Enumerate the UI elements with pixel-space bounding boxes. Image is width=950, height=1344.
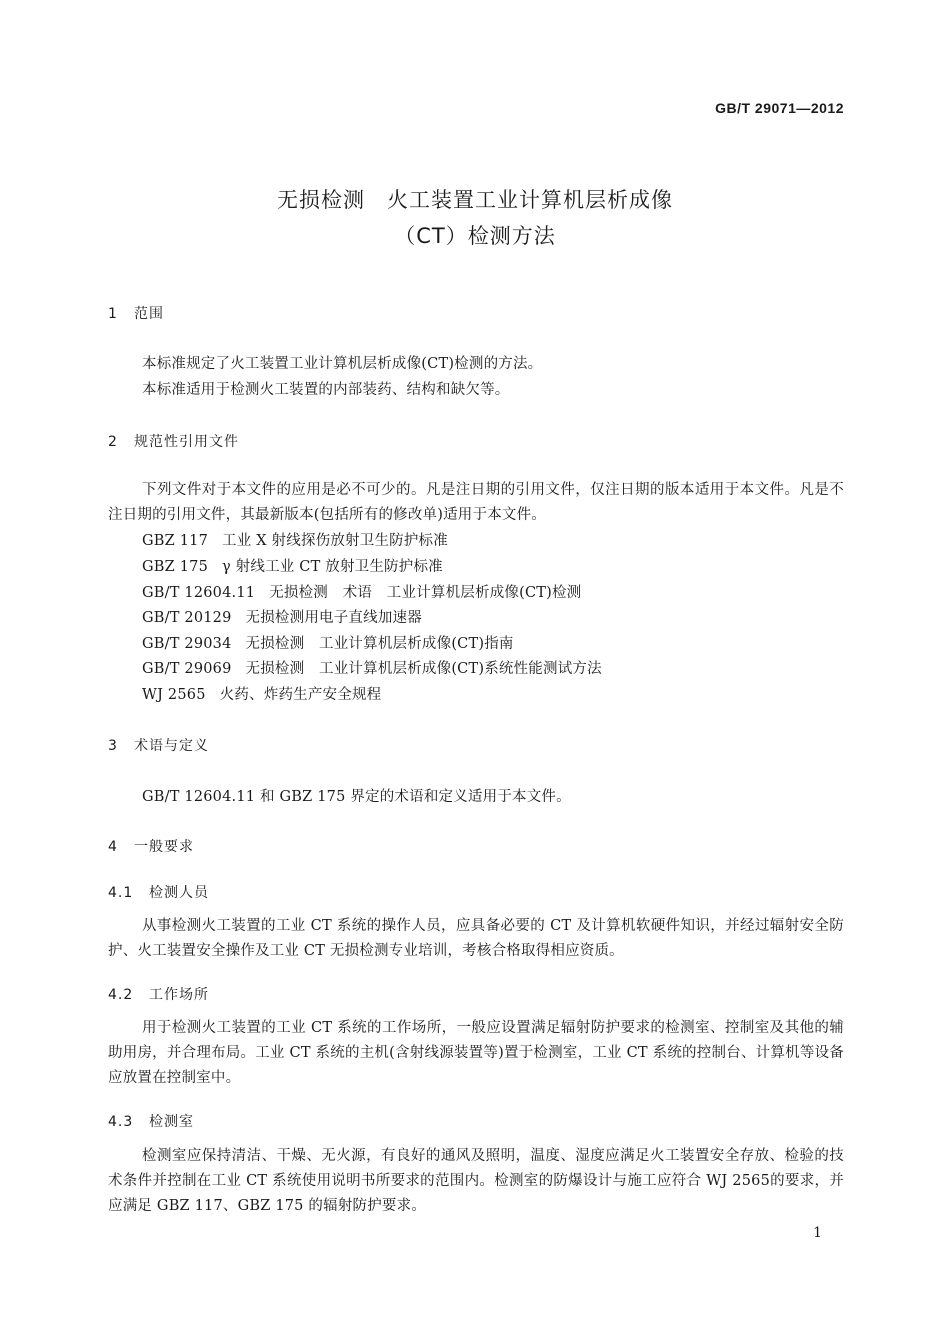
section-number: 2 — [108, 434, 118, 450]
reference-code: WJ 2565 — [142, 687, 206, 703]
section-4-heading — [108, 836, 194, 856]
subsection-4-1-heading — [108, 882, 209, 902]
subsection-title: 检测人员 — [149, 885, 209, 901]
reference-code: GBZ 175 — [142, 559, 208, 575]
title-line-2: （CT）检测方法 — [394, 224, 556, 248]
reference-title: 无损检测 术语 工业计算机层析成像(CT)检测 — [269, 585, 582, 601]
section-number: 4 — [108, 839, 118, 855]
section-number: 3 — [108, 738, 118, 754]
reference-item — [142, 555, 443, 576]
title-line-1: 无损检测 火工装置工业计算机层析成像 — [277, 188, 673, 212]
paragraph: 从事检测火工装置的工业 CT 系统的操作人员，应具备必要的 CT 及计算机软硬件知识，并经过辐射安全防护、火工装置安全操作及工业 CT 无损检测专业培训，考核合格取得相应资质。 — [108, 918, 844, 959]
section-title: 规范性引用文件 — [134, 434, 239, 450]
reference-item — [142, 606, 422, 627]
paragraph: GB/T 12604.11 和 GBZ 175 界定的术语和定义适用于本文件。 — [142, 789, 571, 805]
section-number: 1 — [108, 306, 118, 322]
section-3-heading — [108, 735, 209, 755]
subsection-title: 检测室 — [149, 1114, 194, 1130]
reference-code: GBZ 117 — [142, 533, 208, 549]
paragraph: 本标准规定了火工装置工业计算机层析成像(CT)检测的方法。 — [142, 356, 543, 372]
subsection-number: 4.2 — [108, 987, 134, 1003]
document-title — [0, 182, 950, 254]
paragraph: 用于检测火工装置的工业 CT 系统的工作场所，一般应设置满足辐射防护要求的检测室、控制室及其他的辅助用房，并合理布局。工业 CT 系统的主机(含射线源装置等)置于检测室，工业 CT 系统的控制台、计算机等设备应放置在控制室中。 — [108, 1020, 844, 1086]
paragraph: 检测室应保持清洁、干燥、无火源，有良好的通风及照明，温度、湿度应满足火工装置安全存放、检验的技术条件并控制在工业 CT 系统使用说明书所要求的范围内。检测室的防爆设计与施工应符合 WJ 2565的要求，并应满足 GBZ 117、GBZ 175 的辐射防护要求。 — [108, 1148, 844, 1214]
reference-code: GB/T 12604.11 — [142, 585, 256, 601]
reference-title: 无损检测用电子直线加速器 — [245, 610, 422, 626]
section-title: 一般要求 — [134, 839, 194, 855]
reference-item — [142, 632, 514, 653]
section-1-heading — [108, 303, 164, 323]
reference-code: GB/T 29069 — [142, 661, 232, 677]
subsection-number: 4.1 — [108, 885, 134, 901]
reference-title: 工业 X 射线探伤放射卫生防护标准 — [222, 533, 448, 549]
reference-item — [142, 529, 448, 550]
subsection-4-3-heading — [108, 1111, 194, 1131]
paragraph: 本标准适用于检测火工装置的内部装药、结构和缺欠等。 — [142, 382, 510, 398]
reference-title: 无损检测 工业计算机层析成像(CT)系统性能测试方法 — [245, 661, 602, 677]
subsection-4-2-heading — [108, 984, 209, 1004]
reference-item — [142, 581, 581, 602]
reference-title: 无损检测 工业计算机层析成像(CT)指南 — [245, 636, 514, 652]
paragraph: 下列文件对于本文件的应用是必不可少的。凡是注日期的引用文件，仅注日期的版本适用于本文件。凡是不注日期的引用文件，其最新版本(包括所有的修改单)适用于本文件。 — [108, 482, 844, 523]
standard-code: GB/T 29071—2012 — [715, 100, 844, 116]
reference-code: GB/T 29034 — [142, 636, 232, 652]
section-2-heading — [108, 431, 239, 451]
reference-title: 火药、炸药生产安全规程 — [219, 687, 382, 703]
section-title: 范围 — [134, 306, 164, 322]
subsection-number: 4.3 — [108, 1114, 134, 1130]
reference-title: γ 射线工业 CT 放射卫生防护标准 — [222, 559, 443, 575]
section-title: 术语与定义 — [134, 738, 209, 754]
page-number: 1 — [813, 1225, 822, 1241]
reference-item — [142, 657, 602, 678]
reference-code: GB/T 20129 — [142, 610, 232, 626]
reference-item — [142, 683, 381, 704]
subsection-title: 工作场所 — [149, 987, 209, 1003]
